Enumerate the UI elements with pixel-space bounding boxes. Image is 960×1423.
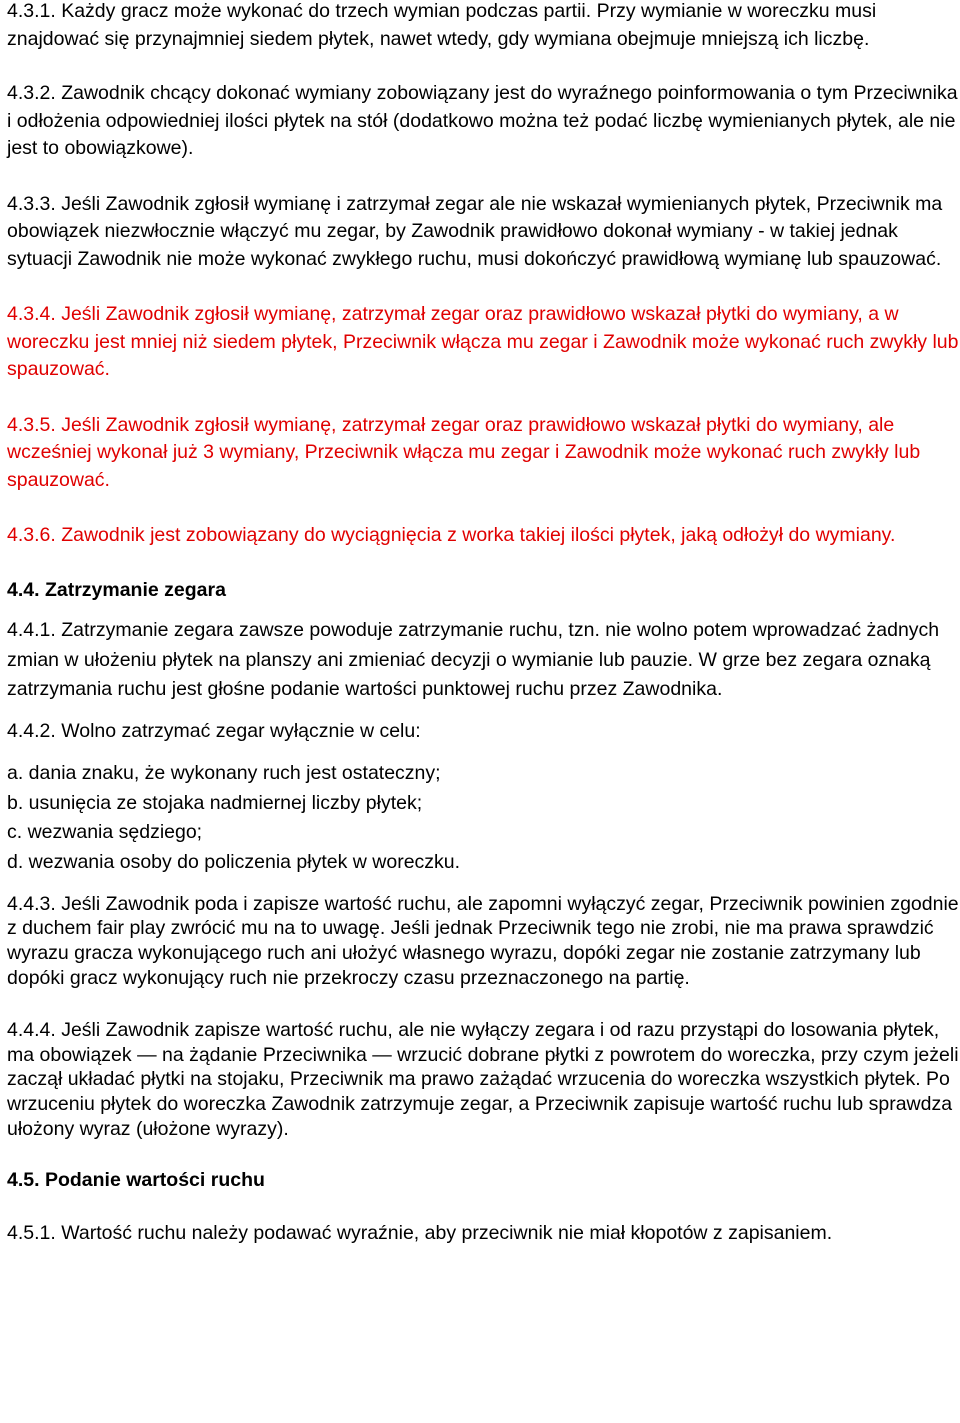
list-item-d: d. wezwania osoby do policzenia płytek w woreczku.	[7, 850, 461, 873]
section-heading-4-4: 4.4. Zatrzymanie zegara	[7, 578, 226, 601]
paragraph-4-5-1: 4.5.1. Wartość ruchu należy podawać wyraźnie, aby przeciwnik nie miał kłopotów z zapisaniem.	[7, 1222, 833, 1245]
document-page	[7, 0, 959, 1249]
paragraph-4-4-3: 4.4.3. Jeśli Zawodnik poda i zapisze wartość ruchu, ale zapomni wyłączyć zegar, Przeciwnik powinien zgodnie z duchem fair play zwrócić mu na to uwagę. Jeśli jednak Przeciwnik tego nie zrobi, nie ma prawa sprawdzić wyrazu gracza wykonującego ruch ani ułożyć własnego wyrazu, dopóki zegar nie zostanie zatrzymany lub dopóki gracz wykonujący ruch nie przekroczy czasu przeznaczonego na partię.	[7, 892, 959, 990]
section-heading-4-5: 4.5. Podanie wartości ruchu	[7, 1168, 265, 1191]
paragraph-4-3-2: 4.3.2. Zawodnik chcący dokonać wymiany zobowiązany jest do wyraźnego poinformowania o tym Przeciwnika i odłożenia odpowiedniej ilości płytek na stół (dodatkowo można też podać liczbę wymienianych płytek, ale nie jest to obowiązkowe).	[7, 82, 958, 159]
list-item-a: a. dania znaku, że wykonany ruch jest ostateczny;	[7, 761, 441, 784]
list-item-c: c. wezwania sędziego;	[7, 821, 203, 844]
list-item-b: b. usunięcia ze stojaka nadmiernej liczby płytek;	[7, 791, 423, 814]
paragraph-4-3-6: 4.3.6. Zawodnik jest zobowiązany do wyciągnięcia z worka takiej ilości płytek, jaką odłożył do wymiany.	[7, 524, 896, 546]
paragraph-4-4-1: 4.4.1. Zatrzymanie zegara zawsze powoduje zatrzymanie ruchu, tzn. nie wolno potem wprowadzać żadnych zmian w ułożeniu płytek na planszy ani zmieniać decyzji o wymianie lub pauzie. W grze bez zegara oznaką zatrzymania ruchu jest głośne podanie wartości punktowej ruchu przez Zawodnika.	[7, 619, 940, 701]
paragraph-4-3-1: 4.3.1. Każdy gracz może wykonać do trzech wymian podczas partii. Przy wymianie w woreczku musi znajdować się przynajmniej siedem płytek, nawet wtedy, gdy wymiana obejmuje mniejszą ich liczbę.	[7, 0, 877, 50]
paragraph-4-3-5: 4.3.5. Jeśli Zawodnik zgłosił wymianę, zatrzymał zegar oraz prawidłowo wskazał płytki do wymiany, ale wcześniej wykonał już 3 wymiany, Przeciwnik włącza mu zegar i Zawodnik może wykonać ruch zwykły lub spauzować.	[7, 413, 921, 491]
paragraph-4-4-4: 4.4.4. Jeśli Zawodnik zapisze wartość ruchu, ale nie wyłączy zegara i od razu przystąpi do losowania płytek, ma obowiązek — na żądanie Przeciwnika — wrzucić dobrane płytki z powrotem do woreczka, przy czym jeżeli zaczął układać płytki na stojaku, Przeciwnik ma prawo zażądać wrzucenia do woreczka wszystkich płytek. Po wrzuceniu płytek do woreczka Zawodnik zatrzymuje zegar, a Przeciwnik zapisuje wartość ruchu lub sprawdza ułożony wyraz (ułożone wyrazy).	[7, 1018, 959, 1140]
paragraph-4-4-2: 4.4.2. Wolno zatrzymać zegar wyłącznie w celu:	[7, 720, 421, 743]
paragraph-4-3-3: 4.3.3. Jeśli Zawodnik zgłosił wymianę i zatrzymał zegar ale nie wskazał wymienianych płytek, Przeciwnik ma obowiązek niezwłocznie włączyć mu zegar, by Zawodnik prawidłowo dokonał wymiany - w takiej jednak sytuacji Zawodnik nie może wykonać zwykłego ruchu, musi dokończyć prawidłową wymianę lub spauzować.	[7, 192, 943, 270]
paragraph-4-3-4: 4.3.4. Jeśli Zawodnik zgłosił wymianę, zatrzymał zegar oraz prawidłowo wskazał płytki do wymiany, a w woreczku jest mniej niż siedem płytek, Przeciwnik włącza mu zegar i Zawodnik może wykonać ruch zwykły lub spauzować.	[7, 303, 959, 380]
